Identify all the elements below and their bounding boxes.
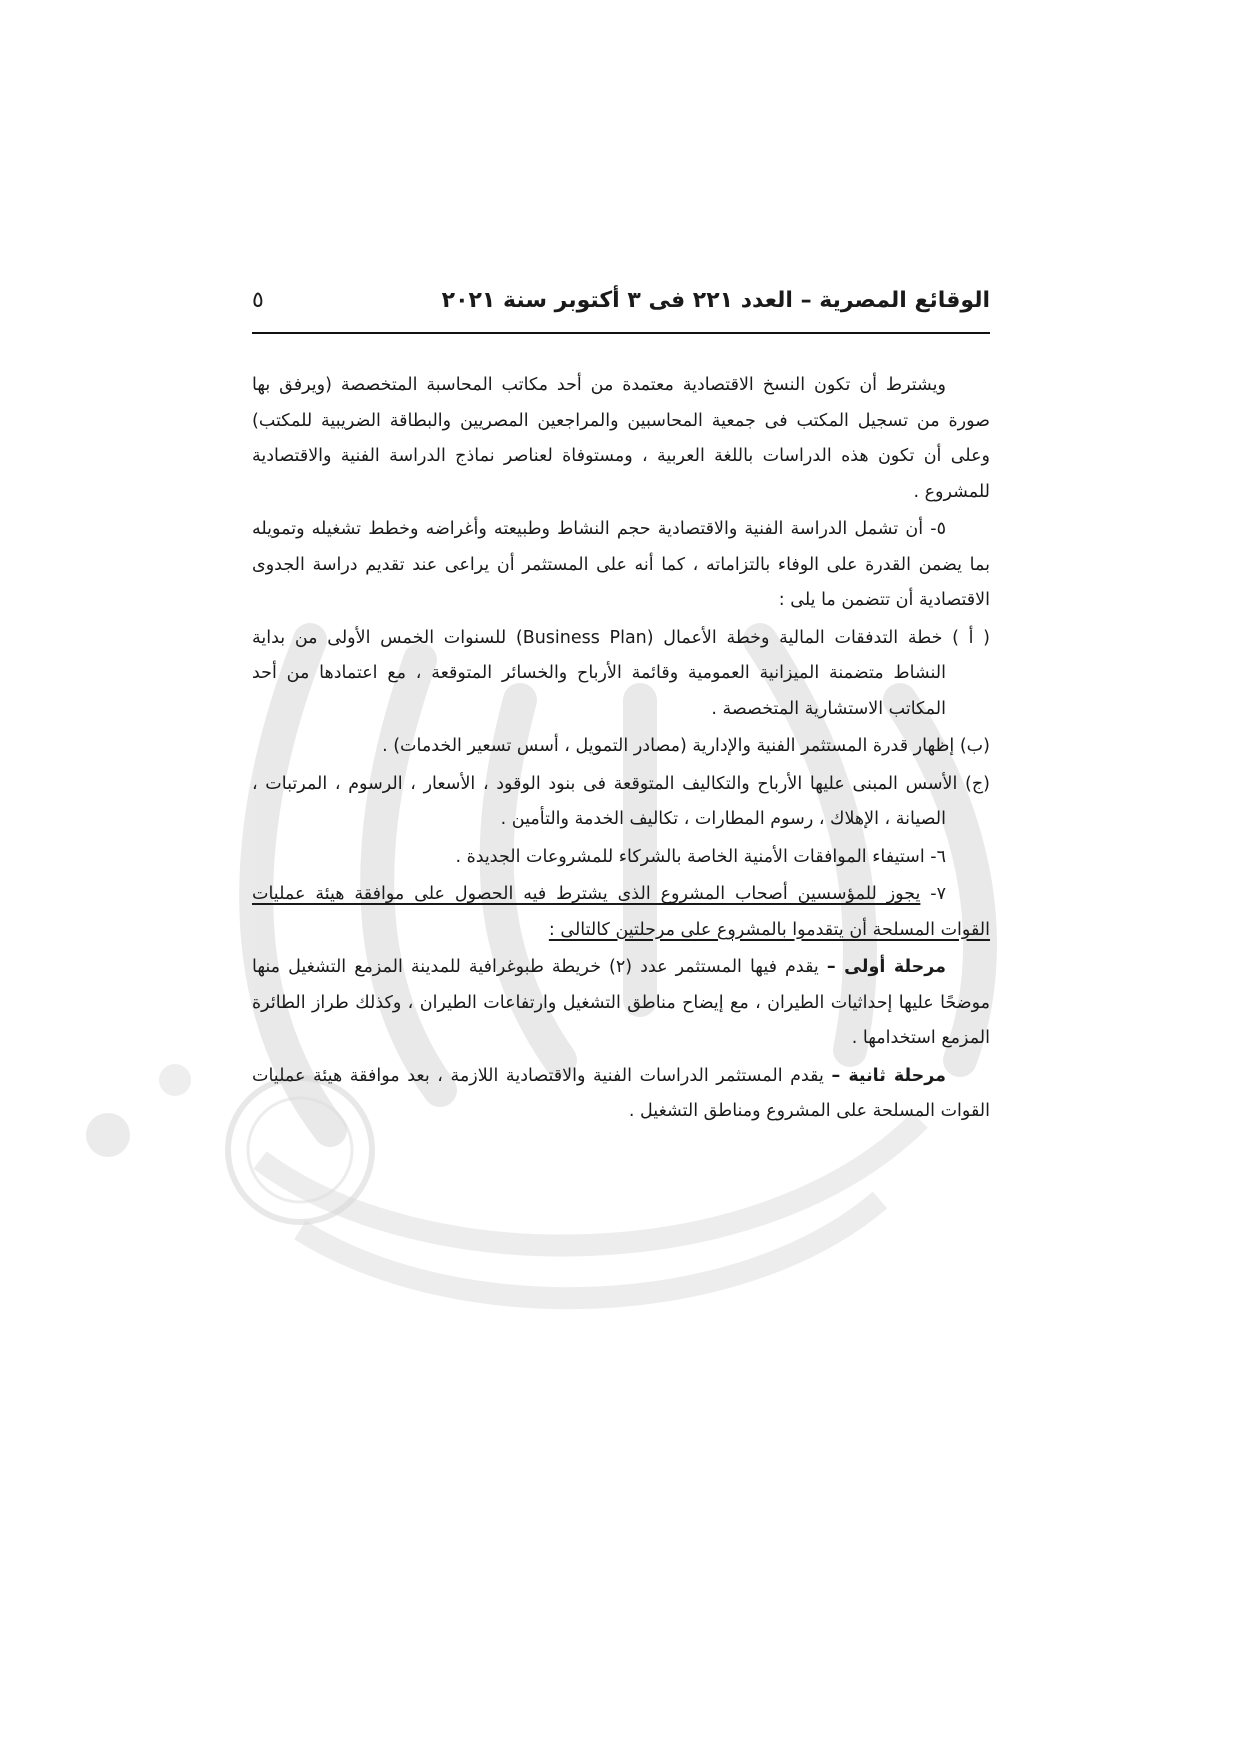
- page-number: ٥: [252, 288, 264, 313]
- paragraph-item-7: [252, 877, 990, 948]
- paragraph-item-5: ٥- أن تشمل الدراسة الفنية والاقتصادية حجم النشاط وطبيعته وأغراضه وخطط تشغيله وتمويله بما يضمن القدرة على الوفاء بالتزاماته ، كما أنه على المستثمر أن يراعى عند تقديم دراسة الجدوى الاقتصادية أن تتضمن ما يلى :: [252, 519, 990, 610]
- gazette-title: الوقائع المصرية – العدد ٢٢١ فى ٣ أكتوبر سنة ٢٠٢١: [441, 288, 990, 313]
- document-body: [252, 368, 990, 1130]
- item-a-prefix: ( أ ) خطة التدفقات المالية وخطة الأعمال (: [646, 627, 990, 648]
- phase-2-label: مرحلة ثانية –: [831, 1065, 946, 1086]
- paragraph-item-6: ٦- استيفاء الموافقات الأمنية الخاصة بالشركاء للمشروعات الجديدة .: [455, 846, 946, 867]
- paragraph-phase-2: [252, 1059, 990, 1130]
- header-divider: [252, 332, 990, 334]
- list-item-c: (ج) الأسس المبنى عليها الأرباح والتكاليف المتوقعة فى بنود الوقود ، الأسعار ، الرسوم ، المرتبات ، الصيانة ، الإهلاك ، رسوم المطارات ، تكاليف الخدمة والتأمين .: [252, 773, 990, 829]
- item-7-number: ٧-: [920, 884, 946, 904]
- paragraph-phase-1: [252, 950, 990, 1057]
- item-7-text: يجوز للمؤسسين أصحاب المشروع الذى يشترط فيه الحصول على موافقة هيئة عمليات القوات المسلحة أن يتقدموا بالمشروع على مرحلتين كالتالى :: [252, 884, 990, 940]
- list-item-b: (ب) إظهار قدرة المستثمر الفنية والإدارية (مصادر التمويل ، أسس تسعير الخدمات) .: [382, 736, 990, 756]
- page-header: [252, 286, 990, 326]
- business-plan-term: Business Plan: [522, 627, 647, 648]
- item-a-suffix: ) للسنوات الخمس الأولى من بداية النشاط متضمنة الميزانية العمومية وقائمة الأرباح والخسائر المتوقعة ، مع اعتمادها من أحد المكاتب الاستشارية المتخصصة .: [252, 627, 946, 719]
- list-item-a: [252, 621, 990, 728]
- paragraph-certification: ويشترط أن تكون النسخ الاقتصادية معتمدة من أحد مكاتب المحاسبة المتخصصة (ويرفق بها صورة من تسجيل المكتب فى جمعية المحاسبين والمراجعين المصريين والبطاقة الضريبية للمكتب) وعلى أن تكون هذه الدراسات باللغة العربية ، ومستوفاة لعناصر نماذج الدراسة الفنية والاقتصادية للمشروع .: [252, 375, 990, 502]
- phase-1-label: مرحلة أولى –: [826, 957, 946, 977]
- phase-2-text: يقدم المستثمر الدراسات الفنية والاقتصادية اللازمة ، بعد موافقة هيئة عمليات القوات المسلحة على المشروع ومناطق التشغيل .: [252, 1065, 990, 1121]
- phase-1-text: يقدم فيها المستثمر عدد (٢) خريطة طبوغرافية للمدينة المزمع التشغيل منها موضحًا عليها إحداثيات الطيران ، مع إيضاح مناطق التشغيل وارتفاعات الطيران ، وكذلك طراز الطائرة المزمع استخدامها .: [252, 957, 990, 1048]
